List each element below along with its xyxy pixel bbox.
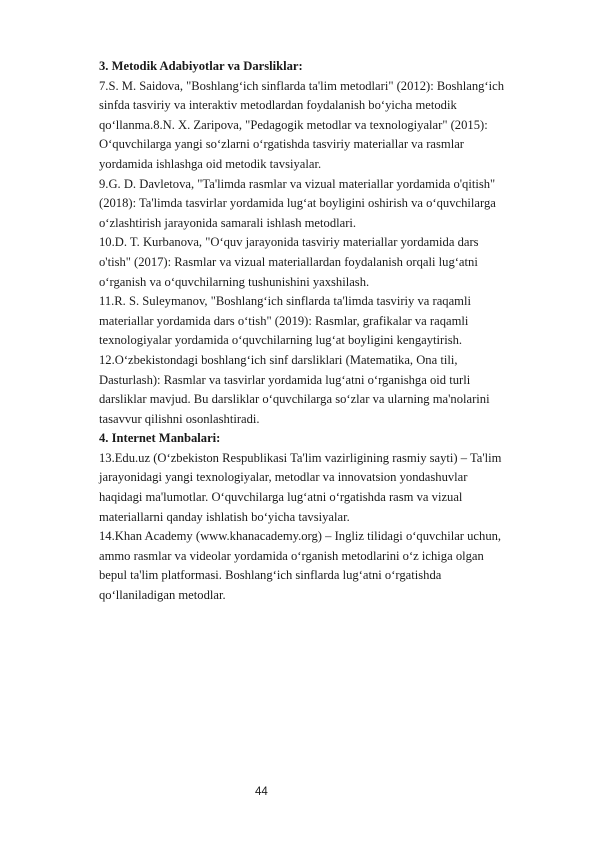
text-line: o‘rganish va o‘quvchilarning tushunishini yaxshilash. bbox=[99, 274, 370, 289]
text-line: qo‘llanma.8.N. X. Zaripova, "Pedagogik metodlar va texnologiyalar" (2015): bbox=[99, 117, 488, 132]
text-line: 7.S. M. Saidova, "Boshlang‘ich sinflarda ta'lim metodlari" (2012): Boshlang‘ich bbox=[99, 78, 504, 93]
text-line: 12.O‘zbekistondagi boshlang‘ich sinf darsliklari (Matematika, Ona tili, bbox=[99, 352, 458, 367]
text-line: texnologiyalar yordamida o‘quvchilarning lug‘at boyligini kengaytirish. bbox=[99, 333, 463, 348]
text-line: sinfda tasviriy va interaktiv metodlardan foydalanish bo‘yicha metodik bbox=[99, 98, 457, 113]
text-line: 10.D. T. Kurbanova, "O‘quv jarayonida tasviriy materiallar yordamida dars bbox=[99, 235, 479, 250]
text-line: Dasturlash): Rasmlar va tasvirlar yordamida lug‘atni o‘rganishga oid turli bbox=[99, 372, 471, 387]
text-line: yordamida ishlashga oid metodik tavsiyalar. bbox=[99, 156, 322, 171]
section-heading: 3. Metodik Adabiyotlar va Darsliklar: bbox=[99, 59, 303, 73]
text-line: darsliklar mavjud. Bu darsliklar o‘quvchilarga so‘zlar va ularning ma'nolarini bbox=[99, 392, 490, 407]
text-line: materiallar yordamida dars o‘tish" (2019): Rasmlar, grafikalar va raqamli bbox=[99, 313, 469, 328]
text-line: qo‘llaniladigan metodlar. bbox=[99, 588, 226, 603]
text-line: (2018): Ta'limda tasvirlar yordamida lug‘at boyligini oshirish va o‘quvchilarga bbox=[99, 196, 496, 211]
text-line: ammo rasmlar va videolar yordamida o‘rganish metodlarini o‘z ichiga olgan bbox=[99, 548, 484, 563]
text-line: tasavvur qilishni osonlashtiradi. bbox=[99, 411, 260, 426]
text-line: O‘quvchilarga yangi so‘zlarni o‘rgatishda tasviriy materiallar va rasmlar bbox=[99, 137, 464, 152]
text-line: 9.G. D. Davletova, "Ta'limda rasmlar va vizual materiallar yordamida o'qitish" bbox=[99, 176, 496, 191]
text-line: o‘zlashtirish jarayonida samarali ishlash metodlari. bbox=[99, 215, 357, 230]
text-line: jarayonidagi yangi texnologiyalar, metodlar va innovatsion yondashuvlar bbox=[99, 470, 468, 485]
text-line: haqidagi ma'lumotlar. O‘quvchilarga lug‘atni o‘rgatishda rasm va vizual bbox=[99, 490, 463, 505]
text-line: 11.R. S. Suleymanov, "Boshlang‘ich sinflarda ta'limda tasviriy va raqamli bbox=[99, 294, 471, 309]
section-heading: 4. Internet Manbalari: bbox=[99, 431, 221, 446]
text-line: materiallarni qanday ishlatish bo‘yicha tavsiyalar. bbox=[99, 509, 350, 524]
page-number: 44 bbox=[255, 786, 268, 798]
text-line: bepul ta'lim platformasi. Boshlang‘ich sinflarda lug‘atni o‘rgatishda bbox=[99, 568, 442, 583]
text-line: o'tish" (2017): Rasmlar va vizual materiallardan foydalanish orqali lug‘atni bbox=[99, 254, 478, 269]
document-body bbox=[99, 57, 551, 606]
text-line: 13.Edu.uz (O‘zbekiston Respublikasi Ta'lim vazirligining rasmiy sayti) – Ta'lim bbox=[99, 450, 502, 465]
text-line: 14.Khan Academy (www.khanacademy.org) – Ingliz tilidagi o‘quvchilar uchun, bbox=[99, 529, 502, 544]
